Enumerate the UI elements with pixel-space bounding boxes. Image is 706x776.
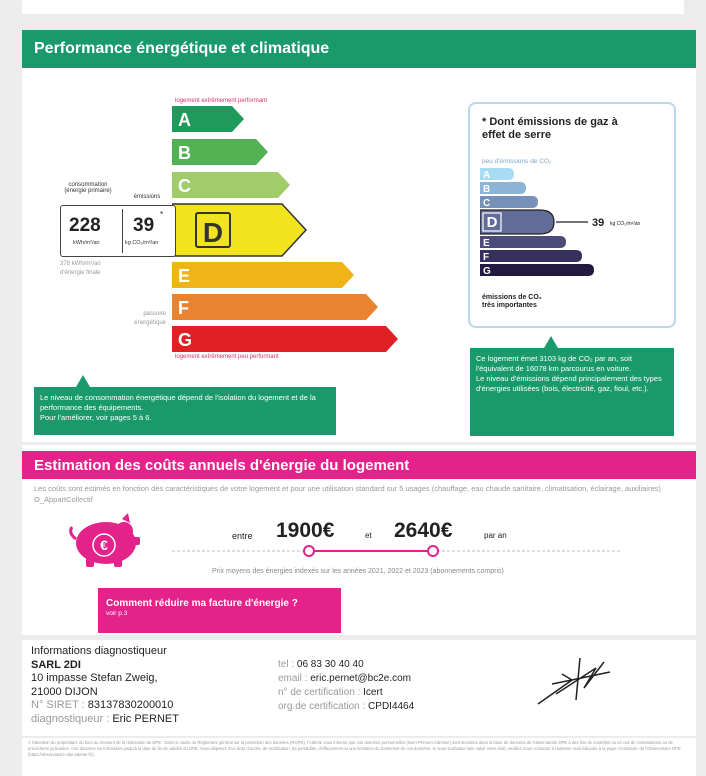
ges-class-g xyxy=(480,264,594,277)
signature-image xyxy=(532,654,614,710)
values-box xyxy=(60,205,176,257)
diagnostician-address2: 21000 DIJON xyxy=(31,685,98,698)
values-divider xyxy=(122,209,123,253)
passoire-label: passoire énergétique xyxy=(134,311,166,326)
ges-class-a xyxy=(480,168,514,181)
energy-class-letter: A xyxy=(178,110,191,130)
cert-value: Icert xyxy=(363,687,383,698)
cost-min: 1900€ xyxy=(276,519,335,542)
costs-description: Les coûts sont estimés en fonction des caractéristiques de votre logement et pour une utilisation standard sur 5 usages (chauffage, eau chaude sanitaire, climatisation, éclairage, auxiliaires) O_AppartCollectif xyxy=(34,484,661,504)
energy-class-letter: D xyxy=(202,217,224,248)
cert-label: n° de certification : xyxy=(278,687,364,698)
emissions-value: 39 xyxy=(133,215,155,236)
consumption-label: consommation (énergie primaire) xyxy=(64,182,112,194)
ges-class-letter: F xyxy=(483,252,490,263)
ges-top-label: peu d'émissions de CO₂ xyxy=(482,158,552,165)
cost-max: 2640€ xyxy=(394,519,453,542)
euro-symbol: € xyxy=(100,537,108,553)
ges-class-c xyxy=(480,196,538,209)
diagnostician-heading: Informations diagnostiqueur xyxy=(31,645,167,657)
energy-class-f xyxy=(172,294,378,320)
emissions-unit: kg CO₂/m²/an xyxy=(125,240,159,246)
reduce-bill-button[interactable] xyxy=(98,588,341,633)
energy-class-letter: F xyxy=(178,298,189,318)
energy-class-g xyxy=(172,326,398,352)
legal-notice: À l'attention du propriétaire du bien au moment de la réalisation du DPE : Dans le cadre du Règlement général sur la protection des données (RGPD), l'Ademe vous informe que vos données personnelles (Nom-Prénom-Adresse) sont stockées dans la base de données de l'observatoire DPE à des fins de contrôles ou en cas de contestations ou de procédures judiciaires. Ces données sont stockées jusqu'à la date de fin de validité du DPE. Vous disposez d'un droit d'accès, de rectification, de portabilité, d'effacement ou une limitation du traitement de ces données. Si vous souhaitez faire valoir votre droit, veuillez nous contacter à l'adresse mail indiquée à la page «Contacts» de l'Observatoire DPE (https://observatoire-dpe.ademe.fr/). xyxy=(22,738,696,776)
ges-class-letter: D xyxy=(486,214,498,231)
consumption-unit: kWh/m²/an xyxy=(73,240,100,246)
costs-section xyxy=(22,445,696,635)
diagnostician-left xyxy=(31,645,179,726)
energy-class-a xyxy=(172,106,244,132)
tel-value[interactable]: 06 83 30 40 40 xyxy=(296,659,364,670)
energy-class-letter: G xyxy=(178,330,193,350)
between-label: entre xyxy=(232,531,253,541)
ges-class-letter: C xyxy=(483,198,491,209)
ges-class-letter: A xyxy=(483,170,491,181)
ges-unit: kg CO₂/m²/an xyxy=(610,221,641,227)
ges-scale xyxy=(480,168,670,296)
diagnostician-address1: 10 impasse Stefan Zweig, xyxy=(31,672,158,684)
ges-info-bubble: Ce logement émet 3103 kg de CO₂ par an, soit l'équivalent de 16078 km parcourus en voiture. Le niveau d'émissions dépend principalement des types d'énergies utilisées (bois, électricité, gaz, fioul, etc.). xyxy=(470,348,674,436)
ges-bottom-label: émissions de CO₂ très importantes xyxy=(482,294,542,309)
bubble-pointer-right xyxy=(544,336,558,348)
energy-scale xyxy=(172,106,442,356)
energy-class-d xyxy=(172,204,306,256)
previous-section-card xyxy=(22,0,684,14)
energy-class-b xyxy=(172,139,268,165)
energy-class-letter: B xyxy=(178,143,191,163)
ges-panel xyxy=(468,102,676,328)
diagnostician-contact xyxy=(278,658,414,714)
org-value: CPDI4464 xyxy=(368,701,415,712)
prices-note: Prix moyens des énergies indexés sur les années 2021, 2022 et 2023 (abonnements compris) xyxy=(212,568,504,575)
piggy-bank-icon xyxy=(64,511,144,569)
ges-class-f xyxy=(480,250,582,263)
energy-class-c xyxy=(172,172,290,198)
ges-class-b xyxy=(480,182,526,195)
energy-bottom-label: logement extrêmement peu performant xyxy=(175,354,279,360)
costs-title: Estimation des coûts annuels d'énergie du logement xyxy=(22,451,696,479)
siret-label: N° SIRET : xyxy=(31,699,88,711)
consumption-value: 228 xyxy=(69,215,101,236)
ges-title: * Dont émissions de gaz à effet de serre xyxy=(482,116,618,141)
and-label: et xyxy=(365,531,372,540)
energy-top-label: logement extrêmement performant xyxy=(175,98,268,104)
siret-value: 83137830200010 xyxy=(87,699,174,711)
performance-section xyxy=(22,30,696,442)
ges-value: 39 xyxy=(592,217,605,229)
ges-class-d xyxy=(480,210,641,234)
performance-title: Performance énergétique et climatique xyxy=(22,30,696,68)
energy-class-letter: E xyxy=(178,266,191,286)
ges-class-letter: G xyxy=(483,266,491,277)
diagnostician-company: SARL 2DI xyxy=(31,658,81,671)
bubble-pointer-left xyxy=(76,375,90,387)
final-energy-note: 378 kWh/m²/an d'énergie finale xyxy=(60,261,101,276)
reduce-bill-title: Comment réduire ma facture d'énergie ? xyxy=(106,598,298,609)
energy-info-bubble: Le niveau de consommation énergétique dépend de l'isolation du logement et de la performance des équipements. Pour l'améliorer, voir pages 5 à 6. xyxy=(34,387,336,435)
per-year-label: par an xyxy=(484,531,507,540)
diagnostician-name-label: diagnostiqueur : xyxy=(31,712,113,725)
tel-label: tel : xyxy=(278,659,297,670)
reduce-bill-sub: voir p.3 xyxy=(106,610,128,617)
email-value[interactable]: eric.pernet@bc2e.com xyxy=(310,673,411,684)
ges-class-letter: B xyxy=(483,184,491,195)
emissions-label: émissions xyxy=(133,194,161,200)
ges-class-letter: E xyxy=(483,238,490,249)
diagnostician-section xyxy=(22,640,696,736)
org-label: org.de certification : xyxy=(278,701,369,712)
email-label: email : xyxy=(278,673,311,684)
diagnostician-name: Eric PERNET xyxy=(112,712,179,725)
cost-range-slider xyxy=(172,543,622,559)
energy-class-letter: C xyxy=(178,176,191,196)
ges-class-e xyxy=(480,236,566,249)
emissions-star: * xyxy=(160,210,164,219)
energy-class-e xyxy=(172,262,354,288)
